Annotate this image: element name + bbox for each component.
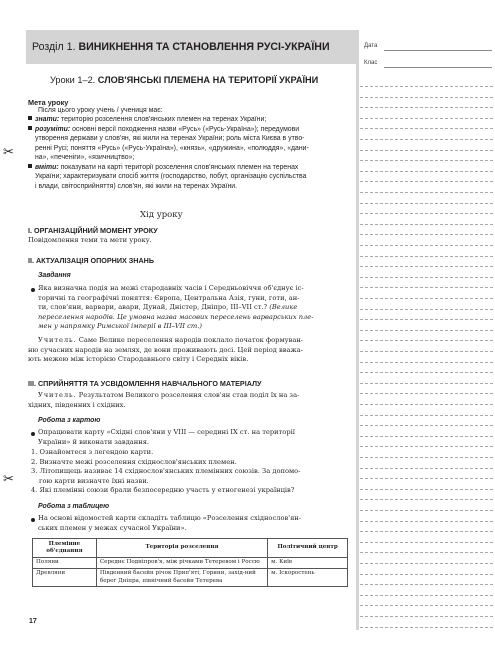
note-line [360,181,493,182]
table-cell: Древляни [33,568,97,587]
section-2-heading: II. АКТУАЛІЗАЦІЯ ОПОРНИХ ЗНАНЬ [28,256,155,265]
note-line [360,340,493,341]
note-line [360,351,493,352]
bullet-icon [31,432,35,436]
note-line [360,574,493,575]
note-line [360,404,493,405]
note-line [360,468,493,469]
chapter-title: Розділ 1. ВИНИКНЕННЯ ТА СТАНОВЛЕННЯ РУСІ-УКРАЇНИ [32,41,330,53]
table-cell: Середнє Подніпров'я, між річками Тетеревом і Россю [96,557,267,568]
note-line [360,542,493,543]
note-line [360,499,493,500]
bullet-icon [31,288,35,292]
note-line [360,234,493,235]
notes-column [358,0,495,650]
table-header-row [33,539,348,558]
section-3-heading: III. СПРИЙНЯТТЯ ТА УСВІДОМЛЕННЯ НАВЧАЛЬНОГО МАТЕРІАЛУ [28,379,262,388]
map-tasks: 1. Ознайомтеся з легендою карти. 2. Визначте межі розселення східнослов'янських племен. 3. Літопищець називає 14 східнослов'янських племінних союзів. За допомо- гою карти визначте їхні назви. 4. Які племінні союзи брали безпосередню участь у етногенезі українців? [31,448,301,494]
note-line [360,128,493,129]
note-line [360,510,493,511]
note-line [360,107,493,108]
note-line [360,245,493,246]
table-cell: м. Іскоростень [268,568,348,587]
teacher-note-2: Учитель. Результатом Великого розселення слов'ян став поділ їх на за- хідних, південних і східних. [28,391,300,409]
note-line [360,605,493,606]
map-intro: Опрацювати карту «Східні слов'яни у VIII — середині IX ст. на території України» й виконати завдання. [38,428,295,446]
course-title: Хід уроку [140,210,183,220]
note-line [360,489,493,490]
section-1-heading: I. ОРГАНІЗАЦІЙНИЙ МОМЕНТ УРОКУ [28,226,158,235]
section-1-text: Повідомлення теми та мети уроку. [28,236,152,244]
table-row [33,568,348,587]
lesson-title: Уроки 1–2. СЛОВ'ЯНСЬКІ ПЛЕМЕНА НА ТЕРИТОРІЇ УКРАЇНИ [50,75,319,85]
column-header: Територія розселення [96,539,267,558]
note-line [360,224,493,225]
table-cell: м. Київ [268,557,348,568]
class-label: Клас [364,60,378,66]
note-line [360,627,493,628]
note-line [360,446,493,447]
note-line [360,171,493,172]
note-line [360,393,493,394]
note-line [360,213,493,214]
note-line [360,319,493,320]
table-intro: На основі відомостей карти складіть таблицю «Розселення східнослов'ян- ських племен у межах сучасної України». [38,514,302,532]
table-work-label: Робота з таблицею [38,503,110,510]
note-line [360,330,493,331]
bullet-icon [31,518,35,522]
tribes-table [32,538,348,587]
goal-list: знати: територію розселення слов'янських племен на теренах України; розуміти: основні версії походження назви «Русь» («Русь-Україна»); передумови утворення держави у слов'ян, які жили на теренах України; роль міста Києва в утво- ренні Русі; поняття «Русь» («Русь-Україна»), «князь», «дружина», «полюддя», «дани- на», «печеніги», «язичництво»; вміти: показувати на карті території розселення слов'янських племен на теренах України; характеризувати спосіб життя (господарство, побут, організацію суспільства і влади, світосприйняття) слов'ян, які жили на теренах України. [28,115,354,191]
note-line [360,118,493,119]
note-line [360,595,493,596]
note-line [360,372,493,373]
note-line [360,383,493,384]
note-line [360,436,493,437]
column-header: Політичний центр [268,539,348,558]
scissors-icon: ✂ [3,145,14,160]
note-line [360,298,493,299]
goal-heading: Мета уроку [28,98,69,107]
note-line [360,478,493,479]
note-line [360,309,493,310]
goal-intro: Після цього уроку учень / учениця має: [38,107,163,114]
note-line [360,150,493,151]
goal-item: знати: територію розселення слов'янських племен на теренах України; [28,115,354,125]
note-line [360,531,493,532]
table-cell: Південний басейн річок Прип'яті, Горини, захід-ний берег Дніпра, північний басейн Тетерева [96,568,267,587]
note-line [360,457,493,458]
note-line [360,425,493,426]
note-line [360,616,493,617]
note-line [360,160,493,161]
note-line [360,521,493,522]
note-line [360,192,493,193]
note-line [360,86,493,87]
note-line [360,277,493,278]
class-field[interactable] [384,67,492,68]
note-line [360,415,493,416]
note-line [360,139,493,140]
scissors-icon: ✂ [3,472,14,487]
table-row [33,557,348,568]
note-line [360,563,493,564]
note-line [360,552,493,553]
note-line [360,256,493,257]
goal-item: розуміти: основні версії походження назви «Русь» («Русь-Україна»); передумови [28,125,354,135]
date-field[interactable] [384,50,492,51]
teacher-note-1: Учитель. Саме Велике переселення народів поклало початок формуван- ню сучасних народів на землях, де вони проживають досі. Цей період вважа- ють межею між історією Стародавнього світу і Середніх віків. [28,336,304,363]
note-line [360,362,493,363]
column-header: Племінне об'єднання [33,539,97,558]
map-work-label: Робота з картою [38,417,101,424]
note-line [360,266,493,267]
goal-item: вміти: показувати на карті території розселення слов'янських племен на теренах [28,163,354,173]
note-line [360,203,493,204]
question-block: Яка визначна подія на межі стародавніх часів і Середньовіччя об'єднує іс- торичні та географічні поняття: Європа, Центральна Азія, гуни, готи, ан- ти, слов'яни, варвари, авари, Дунай, Дністер, Дніпро, III–VII ст.? (Велике переселення народів. Це умовна назва масових переселень варварських пле- мен у напрямку Римської імперії в III–VII ст.) [38,284,314,330]
note-line [360,584,493,585]
note-line [360,287,493,288]
table-cell: Поляни [33,557,97,568]
page-number: 17 [29,618,37,625]
date-label: Дата [364,43,378,49]
note-line [360,97,493,98]
tasks-label: Завдання [38,272,71,279]
